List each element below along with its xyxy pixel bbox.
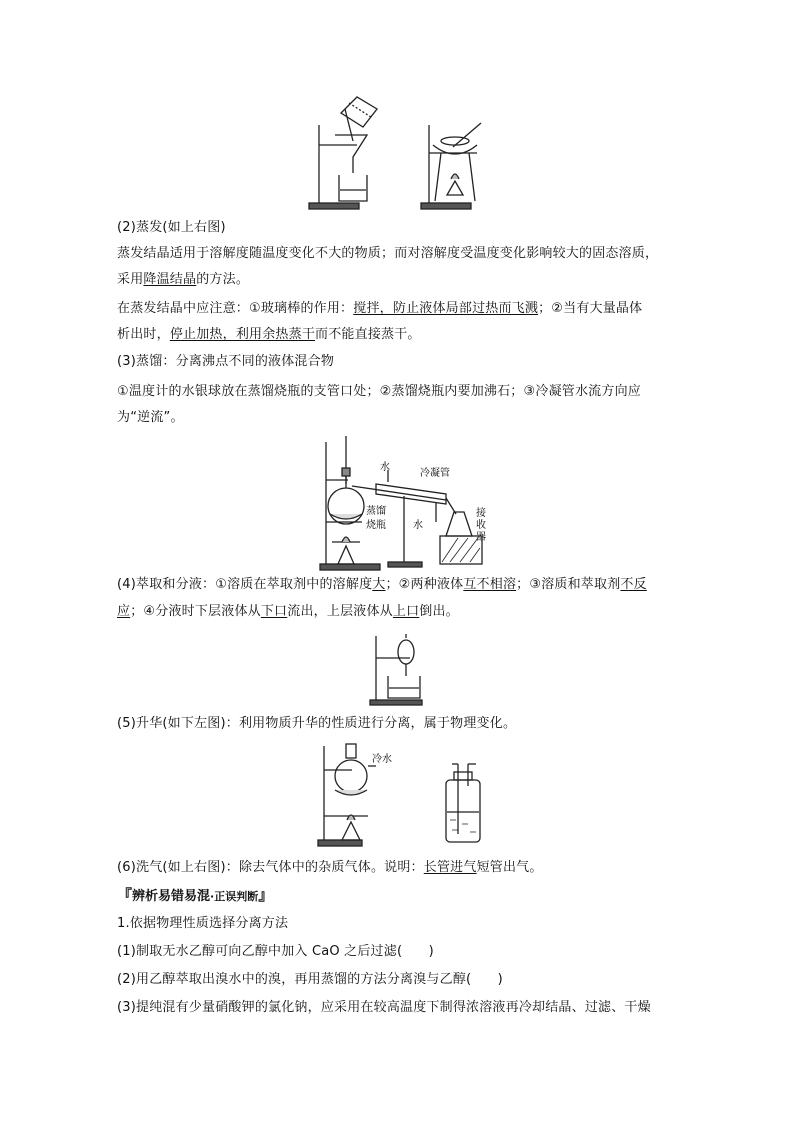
separatory-funnel-figure (370, 632, 430, 707)
distillation-paragraph-1b: 为“逆流”。 (117, 410, 184, 425)
distillation-paragraph-1a: ①温度计的水银球放在蒸馏烧瓶的支管口处；②蒸馏烧瓶内要加沸石；③冷凝管水流方向应 (117, 384, 641, 399)
question-3: (3)提纯混有少量硝酸钾的氯化钠，应采用在较高温度下制得浓溶液再冷却结晶、过滤、干燥 (117, 1000, 651, 1015)
evaporation-paragraph-1a: 蒸发结晶适用于溶解度随温度变化不大的物质；而对溶解度受温度变化影响较大的固态溶质， (117, 246, 659, 261)
flask-label-1: 蒸馏 (366, 506, 386, 517)
filtration-evaporation-figure (305, 95, 495, 215)
evaporation-paragraph-2b: 析出时，停止加热，利用余热蒸干而不能直接蒸干。 (117, 327, 421, 342)
section-heading: 『辨析易错易混·正误判断』 (117, 886, 274, 904)
question-1: (1)制取无水乙醇可向乙醇中加入 CaO 之后过滤( ) (117, 944, 434, 959)
extraction-line-1: (4)萃取和分液：①溶质在萃取剂中的溶解度大；②两种液体互不相溶；③溶质和萃取剂不反 (117, 577, 647, 592)
distillation-title: (3)蒸馏：分离沸点不同的液体混合物 (117, 354, 335, 369)
flask-label-2: 烧瓶 (366, 520, 386, 531)
sublimation-washing-figure (318, 740, 488, 850)
gas-washing-line: (6)洗气(如上右图)：除去气体中的杂质气体。说明：长管进气短管出气。 (117, 860, 543, 875)
receiver-label-2: 收 (476, 520, 486, 531)
evaporation-title: (2)蒸发(如上右图) (117, 220, 226, 235)
question-2: (2)用乙醇萃取出溴水中的溴，再用蒸馏的方法分离溴与乙醇( ) (117, 972, 503, 987)
extraction-line-2: 应；④分液时下层液体从下口流出，上层液体从上口倒出。 (117, 604, 459, 619)
sublimation-title: (5)升华(如下左图)：利用物质升华的性质进行分离，属于物理变化。 (117, 716, 517, 731)
water-inlet-label: 水 (413, 520, 423, 531)
receiver-label-1: 接 (476, 508, 486, 519)
evaporation-paragraph-2a: 在蒸发结晶中应注意：①玻璃棒的作用：搅拌，防止液体局部过热而飞溅；②当有大量晶体 (117, 301, 643, 316)
receiver-label-3: 器 (476, 532, 486, 543)
distillation-figure (318, 432, 488, 572)
evaporation-paragraph-1b: 采用降温结晶的方法。 (117, 272, 250, 287)
cold-water-label: 冷水 (372, 754, 392, 765)
water-outlet-label: 水 (380, 462, 390, 473)
condenser-label: 冷凝管 (420, 468, 450, 479)
questions-heading: 1.依据物理性质选择分离方法 (117, 916, 289, 931)
